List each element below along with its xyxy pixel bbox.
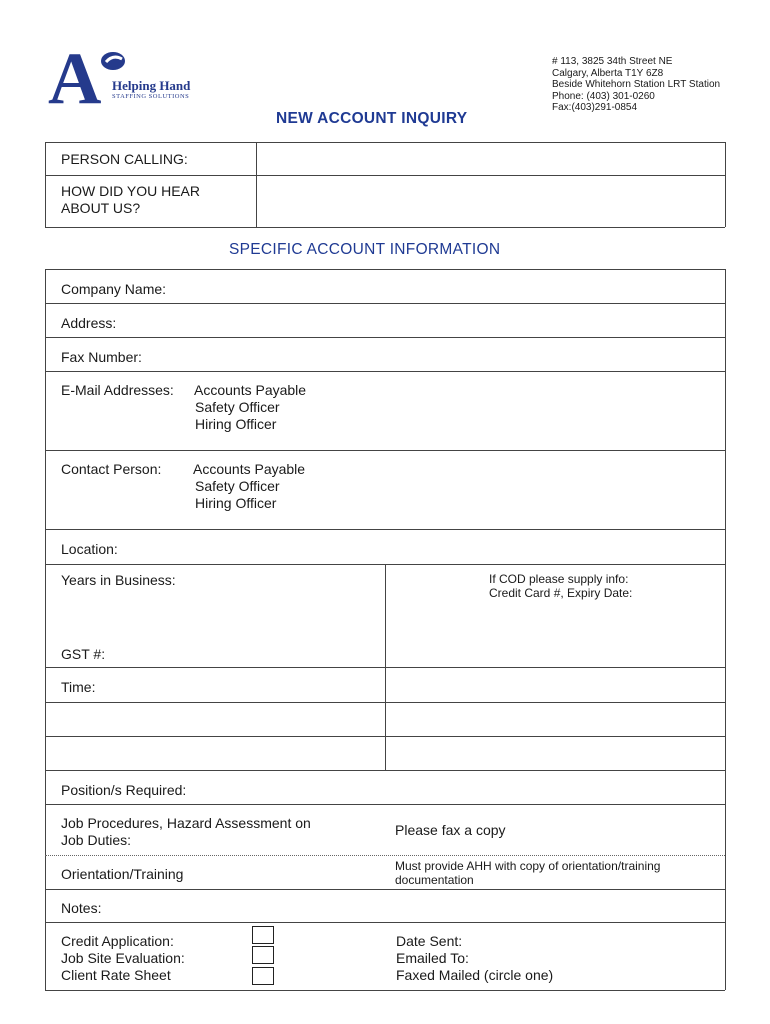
cod-info-label: If COD please supply info:	[489, 572, 629, 586]
address-field[interactable]	[130, 306, 720, 334]
address-line: Beside Whitehorn Station LRT Station	[552, 79, 721, 91]
notes-label: Notes:	[61, 900, 102, 916]
years-in-business-field[interactable]	[190, 567, 380, 627]
email-safety-officer-label: Safety Officer	[195, 399, 280, 415]
logo-tagline: STAFFING SOLUTIONS	[112, 93, 190, 100]
blank-field[interactable]	[48, 739, 381, 767]
time-label: Time:	[61, 679, 96, 695]
blank-field[interactable]	[389, 739, 721, 767]
notes-field[interactable]	[115, 892, 720, 919]
date-sent-label: Date Sent:	[396, 933, 463, 949]
positions-required-label: Position/s Required:	[61, 782, 187, 798]
orientation-note-2: documentation	[395, 873, 474, 887]
fax-number-label: Fax Number:	[61, 349, 142, 365]
client-rate-sheet-checkbox[interactable]	[252, 967, 274, 985]
company-name-field[interactable]	[180, 272, 720, 300]
page-title: NEW ACCOUNT INQUIRY	[276, 110, 468, 127]
person-calling-label: PERSON CALLING:	[61, 151, 188, 167]
how-heard-label: HOW DID YOU HEAR	[61, 183, 200, 199]
how-heard-field[interactable]	[257, 176, 724, 226]
logo-name: Helping Hand	[112, 78, 191, 93]
credit-application-label: Credit Application:	[61, 933, 174, 949]
orientation-note: Must provide AHH with copy of orientation/training	[395, 859, 661, 873]
time-field[interactable]	[105, 670, 380, 699]
contact-person-label: Contact Person:	[61, 461, 162, 477]
logo-hand-icon	[98, 50, 128, 72]
contact-hiring-officer-label: Hiring Officer	[195, 495, 277, 511]
fax-copy-note: Please fax a copy	[395, 822, 506, 838]
gst-label: GST #:	[61, 646, 106, 662]
person-calling-field[interactable]	[257, 143, 724, 174]
how-heard-label-2: ABOUT US?	[61, 200, 141, 216]
contact-person-field[interactable]	[330, 454, 720, 524]
address-line: # 113, 3825 34th Street NE	[552, 56, 673, 67]
address-label: Address:	[61, 315, 117, 331]
phone: Phone: (403) 301-0260	[552, 90, 655, 102]
fax-number-field[interactable]	[155, 340, 720, 368]
cod-info-field[interactable]	[390, 605, 720, 663]
email-addresses-field[interactable]	[330, 375, 720, 445]
job-site-evaluation-label: Job Site Evaluation:	[61, 950, 185, 966]
location-field[interactable]	[130, 532, 720, 561]
job-procedures-label: Job Procedures, Hazard Assessment on	[61, 815, 311, 831]
gst-field[interactable]	[115, 640, 380, 664]
credit-card-label: Credit Card #, Expiry Date:	[489, 586, 633, 600]
years-in-business-label: Years in Business:	[61, 572, 176, 588]
blank-field[interactable]	[48, 705, 381, 733]
section-title: SPECIFIC ACCOUNT INFORMATION	[229, 241, 501, 258]
emailed-to-label: Emailed To:	[396, 950, 469, 966]
company-address	[552, 56, 720, 114]
email-addresses-label: E-Mail Addresses:	[61, 382, 174, 398]
fax: Fax:(403)291-0854	[552, 102, 638, 114]
client-rate-sheet-label: Client Rate Sheet	[61, 967, 171, 983]
company-name-label: Company Name:	[61, 281, 167, 297]
credit-application-checkbox[interactable]	[252, 926, 274, 944]
positions-required-field[interactable]	[205, 773, 720, 801]
blank-field[interactable]	[389, 705, 721, 733]
contact-accounts-payable-label: Accounts Payable	[193, 461, 306, 477]
job-site-evaluation-checkbox[interactable]	[252, 946, 274, 964]
contact-safety-officer-label: Safety Officer	[195, 478, 280, 494]
email-hiring-officer-label: Hiring Officer	[195, 416, 277, 432]
faxed-mailed-label: Faxed Mailed (circle one)	[396, 967, 554, 983]
address-line: Calgary, Alberta T1Y 6Z8	[552, 67, 664, 79]
time-field-right[interactable]	[389, 670, 721, 699]
logo-letter: A	[48, 38, 102, 120]
job-duties-label: Job Duties:	[61, 832, 132, 848]
orientation-training-label: Orientation/Training	[61, 866, 184, 882]
location-label: Location:	[61, 541, 118, 557]
email-accounts-payable-label: Accounts Payable	[194, 382, 307, 398]
